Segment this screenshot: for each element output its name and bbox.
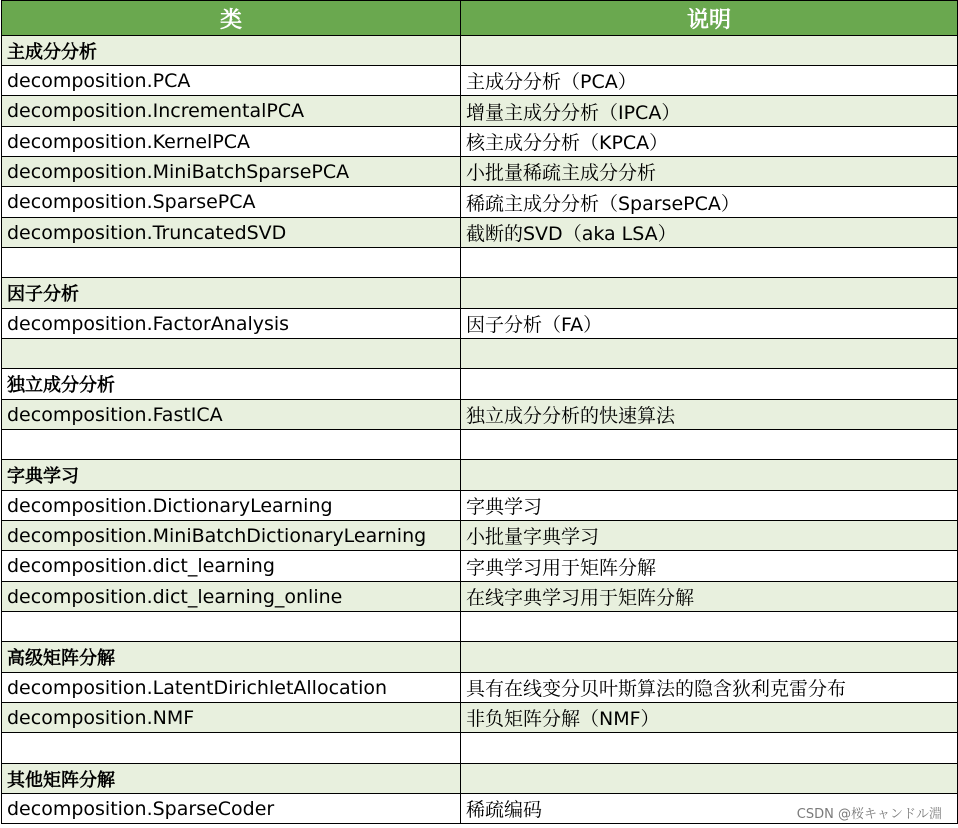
decomposition-table (1, 0, 958, 824)
section-title: 其他矩阵分解 (1, 764, 460, 793)
class-name-cell: decomposition.FactorAnalysis (1, 309, 460, 338)
description-cell: 独立成分分析的快速算法 (460, 400, 958, 429)
description-cell: 具有在线变分贝叶斯算法的隐含狄利克雷分布 (460, 673, 958, 702)
description-cell (460, 369, 958, 399)
section-row (1, 642, 958, 673)
description-cell (460, 248, 958, 277)
blank-row (1, 612, 958, 642)
class-name-cell: decomposition.SparsePCA (1, 187, 460, 217)
table-row (1, 218, 958, 248)
table-row (1, 491, 958, 521)
table-row (1, 187, 958, 218)
class-name-cell: decomposition.dict_learning_online (1, 582, 460, 611)
description-cell (460, 612, 958, 641)
description-cell: 稀疏主成分分析（SparsePCA） (460, 187, 958, 217)
description-cell (460, 36, 958, 65)
class-name-cell (1, 339, 460, 368)
blank-row (1, 430, 958, 460)
table-row (1, 400, 958, 430)
description-cell: 字典学习 (460, 491, 958, 520)
description-cell (460, 339, 958, 368)
description-cell: 稀疏编码 (460, 794, 958, 823)
class-name-cell: decomposition.dict_learning (1, 551, 460, 581)
section-row (1, 36, 958, 66)
section-title: 字典学习 (1, 460, 460, 490)
description-cell (460, 430, 958, 459)
blank-row (1, 339, 958, 369)
description-cell (460, 278, 958, 308)
description-cell (460, 733, 958, 763)
table-row (1, 309, 958, 339)
table-row (1, 521, 958, 551)
description-cell: 增量主成分分析（IPCA） (460, 96, 958, 126)
class-name-cell: decomposition.IncrementalPCA (1, 96, 460, 126)
blank-row (1, 733, 958, 764)
class-name-cell: decomposition.DictionaryLearning (1, 491, 460, 520)
section-row (1, 764, 958, 794)
blank-row (1, 248, 958, 278)
class-name-cell (1, 430, 460, 459)
section-title: 独立成分分析 (1, 369, 460, 399)
table-row (1, 127, 958, 157)
class-name-cell: decomposition.SparseCoder (1, 794, 460, 823)
description-cell: 小批量稀疏主成分分析 (460, 157, 958, 186)
class-name-cell (1, 248, 460, 277)
watermark: CSDN @桜キャンドル淵 (795, 803, 944, 822)
section-title: 因子分析 (1, 278, 460, 308)
class-name-cell: decomposition.MiniBatchSparsePCA (1, 157, 460, 186)
class-name-cell: decomposition.PCA (1, 66, 460, 95)
table-row (1, 157, 958, 187)
header-description: 说明 (460, 1, 958, 35)
table-row (1, 66, 958, 96)
table-row (1, 673, 958, 703)
section-title: 主成分分析 (1, 36, 460, 65)
header-class: 类 (1, 1, 460, 35)
description-cell: 主成分分析（PCA） (460, 66, 958, 95)
description-cell: 非负矩阵分解（NMF） (460, 703, 958, 732)
description-cell: 小批量字典学习 (460, 521, 958, 550)
class-name-cell: decomposition.NMF (1, 703, 460, 732)
description-cell (460, 764, 958, 793)
description-cell: 核主成分分析（KPCA） (460, 127, 958, 156)
description-cell: 字典学习用于矩阵分解 (460, 551, 958, 581)
description-cell (460, 642, 958, 672)
section-row (1, 278, 958, 309)
class-name-cell: decomposition.TruncatedSVD (1, 218, 460, 247)
class-name-cell: decomposition.FastICA (1, 400, 460, 429)
section-row (1, 369, 958, 400)
table-row (1, 582, 958, 612)
class-name-cell: decomposition.LatentDirichletAllocation (1, 673, 460, 702)
table-row (1, 96, 958, 127)
description-cell: 因子分析（FA） (460, 309, 958, 338)
section-title: 高级矩阵分解 (1, 642, 460, 672)
description-cell (460, 460, 958, 490)
class-name-cell (1, 733, 460, 763)
description-cell: 截断的SVD（aka LSA） (460, 218, 958, 247)
description-cell: 在线字典学习用于矩阵分解 (460, 582, 958, 611)
class-name-cell: decomposition.KernelPCA (1, 127, 460, 156)
table-header (1, 0, 958, 36)
class-name-cell: decomposition.MiniBatchDictionaryLearning (1, 521, 460, 550)
class-name-cell (1, 612, 460, 641)
section-row (1, 460, 958, 491)
table-body (1, 36, 958, 824)
table-row (1, 551, 958, 582)
table-row (1, 703, 958, 733)
